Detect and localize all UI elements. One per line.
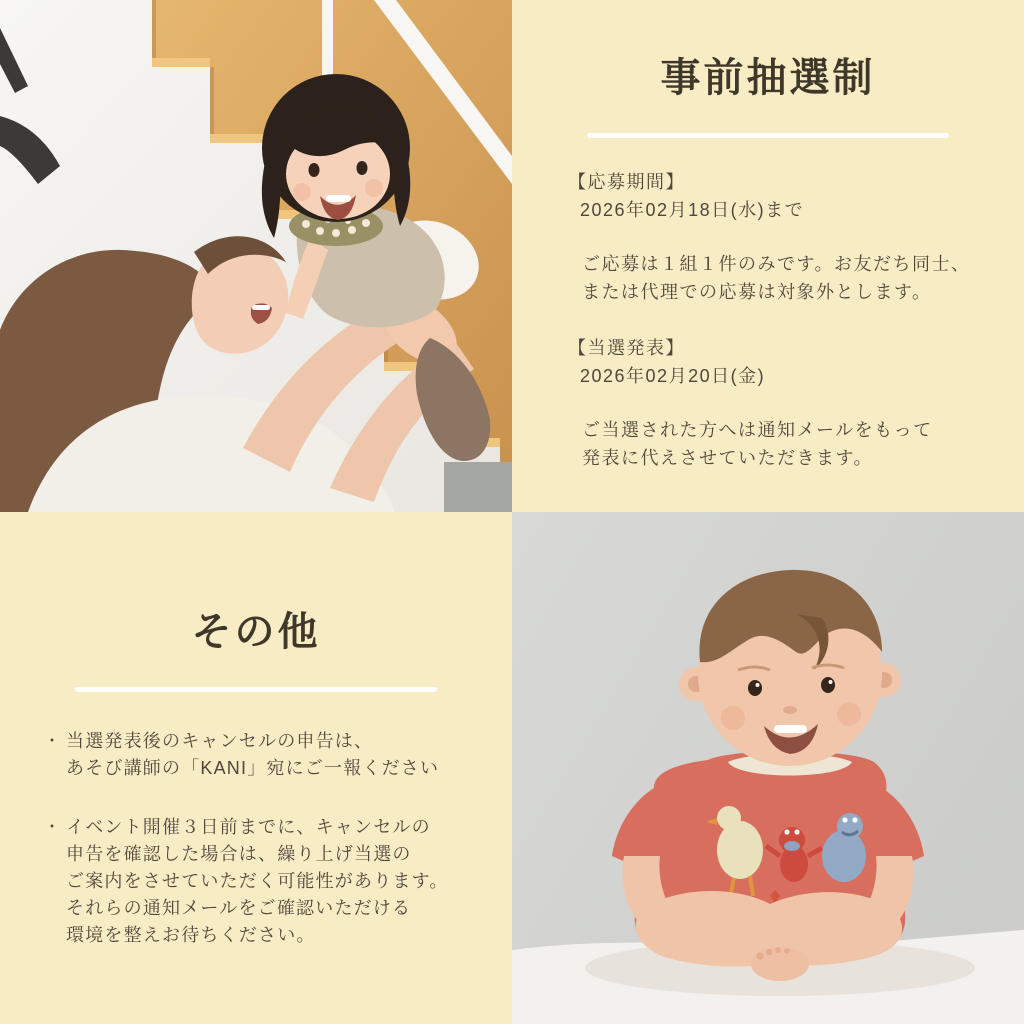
period-label: 【応募期間】 [568, 172, 685, 192]
others-item-2 [44, 814, 512, 949]
period-note-line: または代理での応募は対象外とします。 [582, 282, 932, 302]
lottery-details [568, 168, 1024, 472]
text-line: それらの通知メールをご確認いただける [66, 898, 412, 918]
text-line: あそび講師の「KANI」宛にご一報ください [66, 758, 440, 778]
bullet-dot: ・ [44, 733, 62, 750]
others-item-1-text [66, 728, 439, 782]
understair-shadow [444, 462, 512, 512]
others-section [0, 512, 512, 1024]
others-list [44, 728, 512, 949]
others-title-underline [75, 687, 437, 692]
period-value: 2026年02月18日(水)まで [580, 200, 805, 220]
others-item-2-text [66, 814, 449, 949]
photo-mother-baby [0, 0, 512, 512]
result-note-line: 発表に代えさせていただきます。 [582, 448, 874, 468]
result-value: 2026年02月20日(金) [580, 366, 766, 386]
baby-sitting-illustration [512, 512, 1024, 1024]
others-item-1 [44, 728, 512, 782]
text-line: 環境を整えお待ちください。 [66, 925, 316, 945]
text-line: 申告を確認した場合は、繰り上げ当選の [66, 844, 412, 864]
photo-baby-sitting [512, 512, 1024, 1024]
text-line: イベント開催３日前までに、キャンセルの [66, 817, 431, 837]
result-label: 【当選発表】 [568, 338, 685, 358]
lottery-title: 事前抽選制 [660, 56, 876, 100]
bullet-dot: ・ [44, 819, 62, 836]
lottery-title-underline [587, 133, 949, 138]
period-note-line: ご応募は１組１件のみです。お友だち同士、 [582, 254, 971, 274]
text-line: 当選発表後のキャンセルの申告は、 [66, 731, 374, 751]
mother-baby-illustration [0, 0, 512, 512]
text-line: ご案内をさせていただく可能性があります。 [66, 871, 449, 891]
lottery-section [512, 0, 1024, 512]
result-note-line: ご当選された方へは通知メールをもって [582, 420, 933, 440]
others-title: その他 [191, 610, 321, 654]
